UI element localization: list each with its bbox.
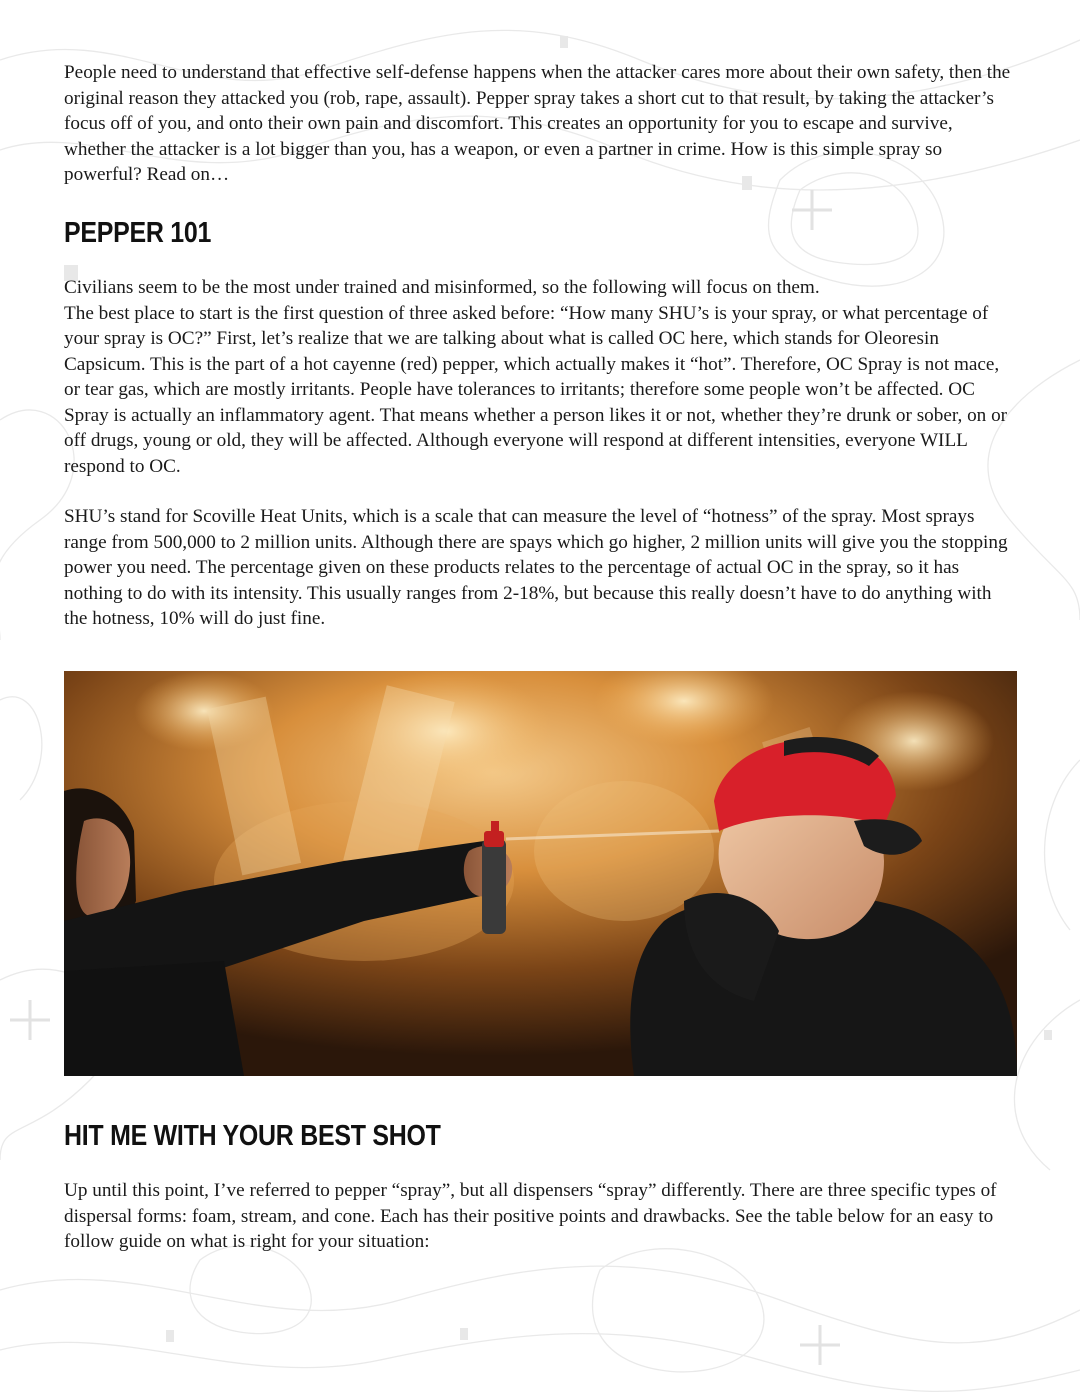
pepper-101-intro-line: Civilians seem to be the most under trained and misinformed, so the following will focus on them. <box>64 277 820 298</box>
decorative-square <box>560 36 568 48</box>
decorative-square <box>166 1330 174 1342</box>
heading-best-shot: HIT ME WITH YOUR BEST SHOT <box>64 1120 441 1152</box>
pepper-spray-photo <box>64 671 1017 1076</box>
decorative-square <box>460 1328 468 1340</box>
shu-paragraph: SHU’s stand for Scoville Heat Units, which is a scale that can measure the level of “hotness” of the spray. Most sprays range from 500,000 to 2 million units. Although there are spays which go higher, 2 million units will give you the stopping power you need. The percentage given on these products relates to the percentage of actual OC in the spray, so it has nothing to do with its intensity. This usually ranges from 2-18%, but because this really doesn’t have to do anything with the hotness, 10% will do just fine. <box>64 506 1008 629</box>
decorative-square <box>1044 1030 1052 1040</box>
dispersal-forms-paragraph: Up until this point, I’ve referred to pepper “spray”, but all dispensers “spray” differently. There are three specific types of dispersal forms: foam, stream, and cone. Each has their positive points and drawbacks. See the table below for an easy to follow guide on what is right for your situation: <box>64 1180 997 1252</box>
oc-explanation-paragraph: The best place to start is the first question of three asked before: “How many SHU’s is your spray, or what percentage of your spray is OC?” First, let’s realize that we are talking about what is called OC here, which stands for Oleoresin Capsicum. This is the part of a hot cayenne (red) pepper, which actually makes it “hot”. Therefore, OC Spray is not mace, or tear gas, which are mostly irritants. People have tolerances to irritants; therefore some people won’t be affected. OC Spray is actually an inflammatory agent. That means whether a person likes it or not, whether they’re drunk or sober, on or off drugs, young or old, they will be affected. Although everyone will respond at different intensities, everyone WILL respond to OC. <box>64 302 1008 477</box>
pepper-101-section <box>64 275 1019 479</box>
intro-paragraph: People need to understand that effective self-defense happens when the attacker cares more about their own safety, then the original reason they attacked you (rob, rape, assault). Pepper spray takes a short cut to that result, by taking the attacker’s focus off of you, and onto their own pain and discomfort. This creates an opportunity for you to escape and survive, whether the attacker is a lot bigger than you, has a weapon, or even a partner in crime. How is this simple spray so powerful? Read on… <box>64 62 1011 185</box>
heading-pepper-101: PEPPER 101 <box>64 217 212 249</box>
